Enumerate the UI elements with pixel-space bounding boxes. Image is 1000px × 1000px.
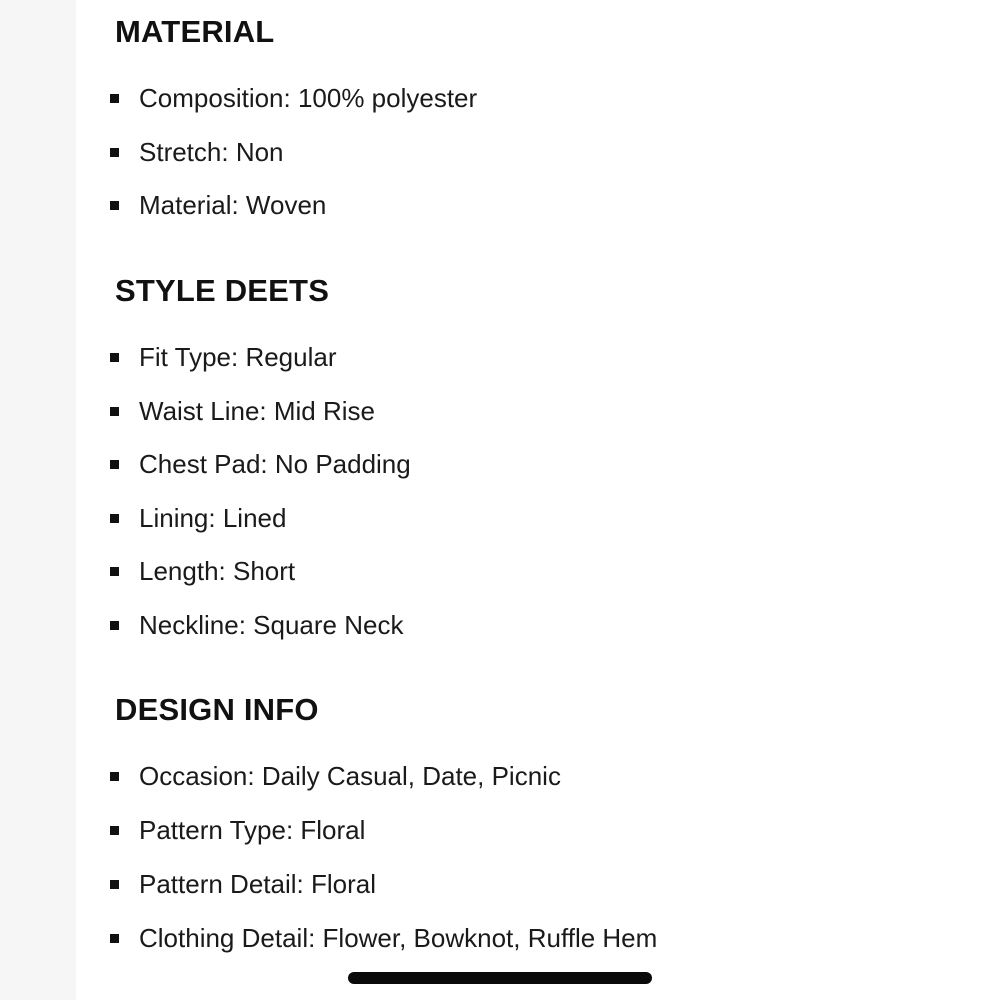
- list-item-text: Composition: 100% polyester: [139, 83, 478, 113]
- list-item: [76, 80, 1000, 116]
- home-indicator-bar[interactable]: [348, 972, 652, 984]
- square-bullet-icon: [110, 514, 119, 523]
- square-bullet-icon: [110, 772, 119, 781]
- square-bullet-icon: [110, 567, 119, 576]
- square-bullet-icon: [110, 934, 119, 943]
- square-bullet-icon: [110, 201, 119, 210]
- square-bullet-icon: [110, 94, 119, 103]
- section-title-design-info: DESIGN INFO: [115, 692, 319, 727]
- list-item: [76, 446, 1000, 482]
- square-bullet-icon: [110, 621, 119, 630]
- square-bullet-icon: [110, 826, 119, 835]
- list-item-text: Material: Woven: [139, 190, 327, 220]
- list-item: [76, 553, 1000, 589]
- list-item-text: Pattern Type: Floral: [139, 815, 366, 845]
- list-item: [76, 339, 1000, 375]
- list-item-text: Occasion: Daily Casual, Date, Picnic: [139, 761, 561, 791]
- list-item-text: Fit Type: Regular: [139, 342, 337, 372]
- list-item: [76, 134, 1000, 170]
- list-item-text: Pattern Detail: Floral: [139, 869, 376, 899]
- list-item-text: Clothing Detail: Flower, Bowknot, Ruffle Hem: [139, 923, 658, 953]
- list-item-text: Lining: Lined: [139, 503, 287, 533]
- list-item: [76, 187, 1000, 223]
- list-item: [76, 393, 1000, 429]
- section-title-material: MATERIAL: [115, 14, 275, 49]
- square-bullet-icon: [110, 880, 119, 889]
- product-details-panel: [76, 0, 1000, 1000]
- list-item: [76, 500, 1000, 536]
- list-item-text: Waist Line: Mid Rise: [139, 396, 375, 426]
- square-bullet-icon: [110, 353, 119, 362]
- left-margin-strip: [0, 0, 76, 1000]
- list-item-text: Stretch: Non: [139, 137, 284, 167]
- list-item-text: Neckline: Square Neck: [139, 610, 404, 640]
- list-item-text: Chest Pad: No Padding: [139, 449, 411, 479]
- list-item: [76, 866, 1000, 902]
- list-item: [76, 758, 1000, 794]
- square-bullet-icon: [110, 148, 119, 157]
- list-item: [76, 920, 1000, 956]
- list-item-text: Length: Short: [139, 556, 296, 586]
- list-item: [76, 607, 1000, 643]
- list-item: [76, 812, 1000, 848]
- square-bullet-icon: [110, 407, 119, 416]
- square-bullet-icon: [110, 460, 119, 469]
- section-title-style-deets: STYLE DEETS: [115, 273, 330, 308]
